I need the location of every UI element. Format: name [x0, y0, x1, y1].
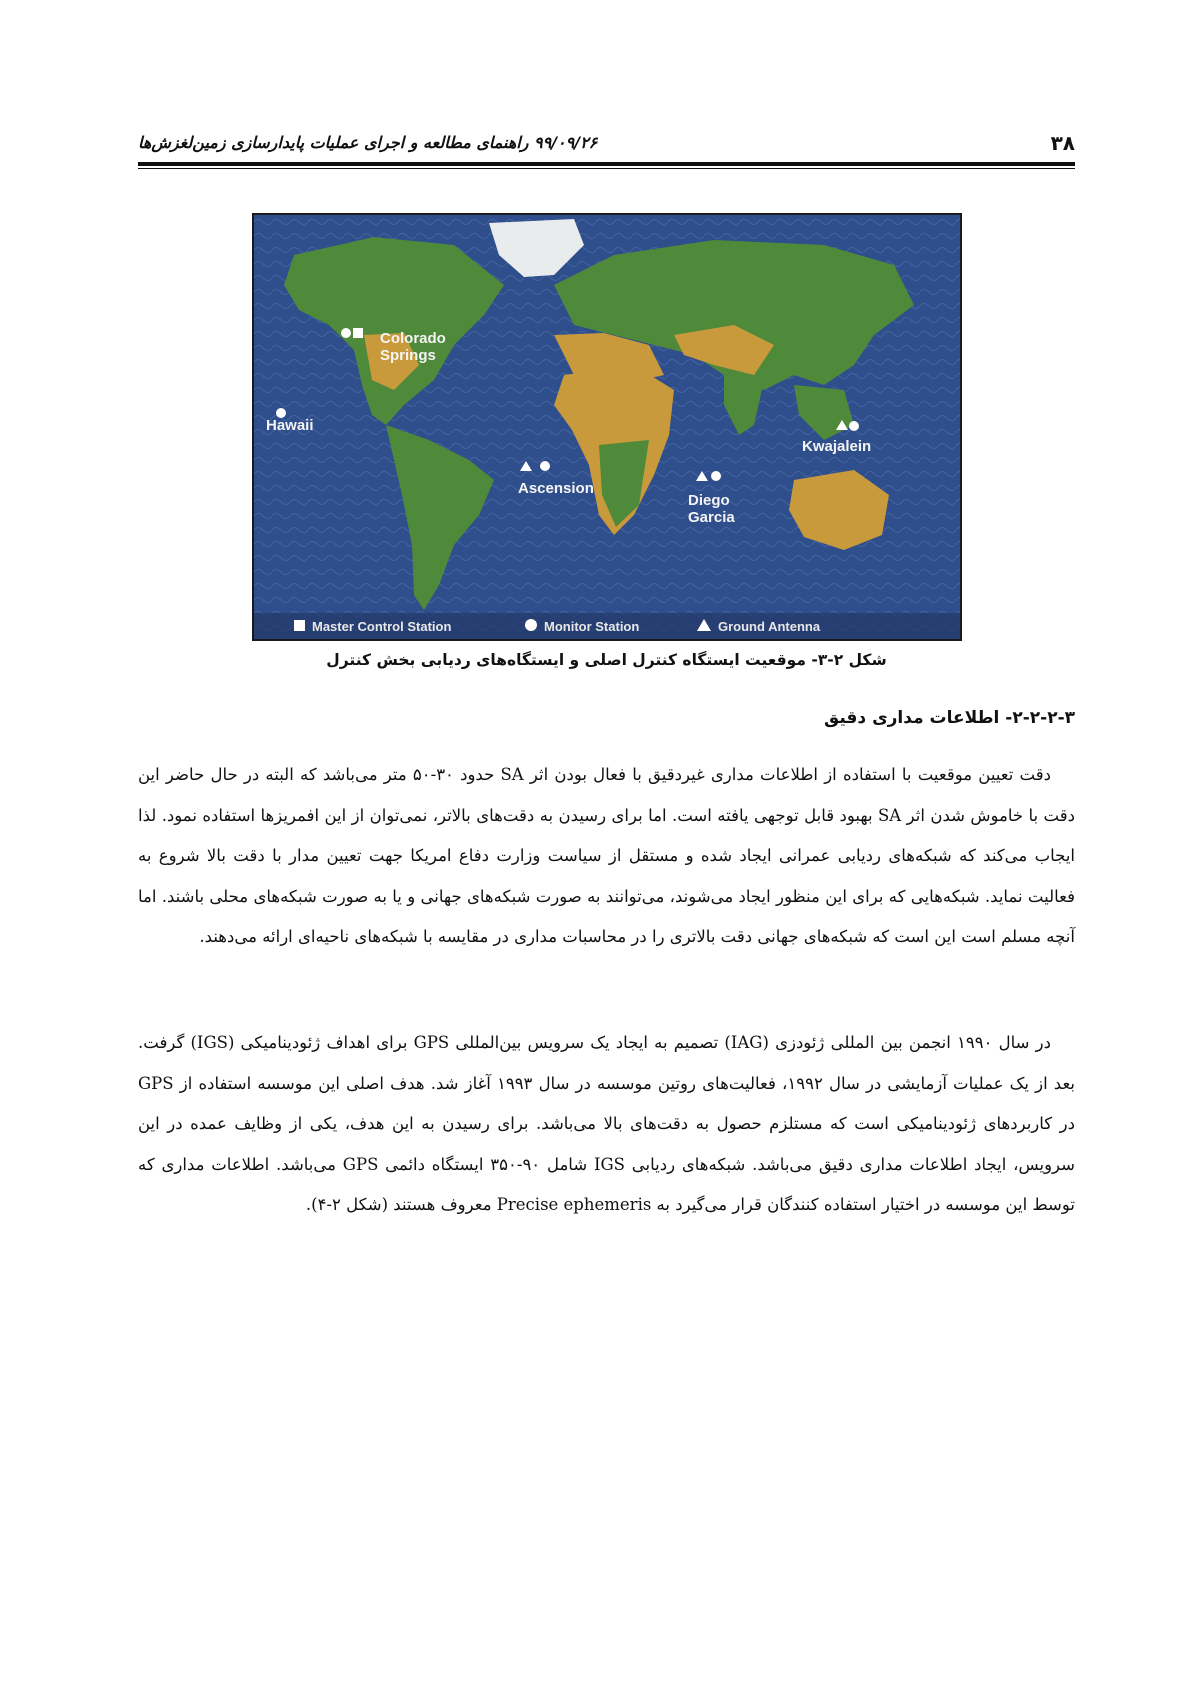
master-control-station-marker [353, 328, 363, 338]
running-title: ۹۹/۰۹/۲۶ راهنمای مطالعه و اجرای عملیات پایدارسازی زمین‌لغزش‌ها [138, 133, 598, 152]
paragraph-text: در سال ۱۹۹۰ انجمن بین المللی ژئودزی (IAG) تصمیم به ایجاد یک سرویس بین‌المللی GPS برای اهداف ژئودینامیکی (IGS) گرفت. بعد از یک عملیات آزمایشی در سال ۱۹۹۲، فعالیت‌های روتین موسسه در سال ۱۹۹۳ آغاز شد. هدف اصلی این موسسه استفاده از GPS در کاربردهای ژئودینامیکی است که مستلزم حصول به دقت‌های بالا می‌باشد. برای رسیدن به این هدف، یکی از وظایف عمده در این سرویس، ایجاد اطلاعات مداری دقیق می‌باشد. شبکه‌های ردیابی IGS شامل ۹۰-۳۵۰ ایستگاه دائمی GPS می‌باشد. اطلاعات مداری که توسط این موسسه در اختیار استفاده کنندگان قرار می‌گیرد به Precise ephemeris معروف هستند (شکل ۲-۴). [138, 1033, 1076, 1214]
kwajalein-monitor-marker [849, 421, 859, 431]
header-rule-thin [138, 168, 1075, 169]
label-hawaii: Hawaii [266, 417, 314, 434]
label-kwajalein: Kwajalein [802, 438, 872, 455]
legend-master: Master Control Station [312, 619, 452, 634]
paragraph-text: دقت تعیین موقعیت با استفاده از اطلاعات مداری غیردقیق با فعال بودن اثر SA حدود ۳۰-۵۰ متر می‌باشد که البته در حال حاضر این دقت با خاموش شدن اثر SA بهبود قابل توجهی یافته است. اما برای رسیدن به دقت‌های بالاتر، نمی‌توان از این افمریزها استفاده نمود. لذا ایجاب می‌کند که شبکه‌های ردیابی عمرانی ایجاد شده و مستقل از سیاست وزارت دفاع امریکا جهت تعیین مدار با دقت بالا شروع به فعالیت نماید. شبکه‌هایی که برای این منظور ایجاد می‌شوند، می‌توانند به صورت شبکه‌های جهانی و یا به صورت شبکه‌های محلی باشند. اما آنچه مسلم است این است که شبکه‌های جهانی دقت بالاتری را در محاسبات مداری در مقایسه با شبکه‌های ناحیه‌ای ارائه می‌دهند. [138, 765, 1075, 946]
header-rule [138, 162, 1075, 166]
legend-antenna: Ground Antenna [718, 619, 821, 634]
colorado-monitor-marker [341, 328, 351, 338]
page-number: ۳۸ [1050, 131, 1075, 155]
ascension-monitor-marker [540, 461, 550, 471]
world-map [254, 215, 960, 639]
body-paragraph-2 [138, 1023, 1075, 1226]
label-springs: Springs [380, 347, 436, 364]
legend-monitor: Monitor Station [544, 619, 640, 634]
legend-square-icon [294, 620, 305, 631]
label-ascension: Ascension [518, 480, 594, 497]
section-heading: ۲-۲-۲-۳- اطلاعات مداری دقیق [824, 708, 1075, 728]
map-legend [254, 613, 960, 639]
label-garcia: Garcia [688, 509, 735, 526]
page-header [138, 125, 1075, 159]
figure-caption: شکل ۲-۳- موقعیت ایستگاه کنترل اصلی و ایستگاه‌های ردیابی بخش کنترل [326, 651, 887, 669]
label-colorado: Colorado [380, 330, 446, 347]
body-paragraph-1 [138, 755, 1075, 958]
legend-circle-icon [525, 619, 537, 631]
diego-garcia-monitor-marker [711, 471, 721, 481]
world-map-figure [252, 213, 962, 641]
label-diego: Diego [688, 492, 730, 509]
